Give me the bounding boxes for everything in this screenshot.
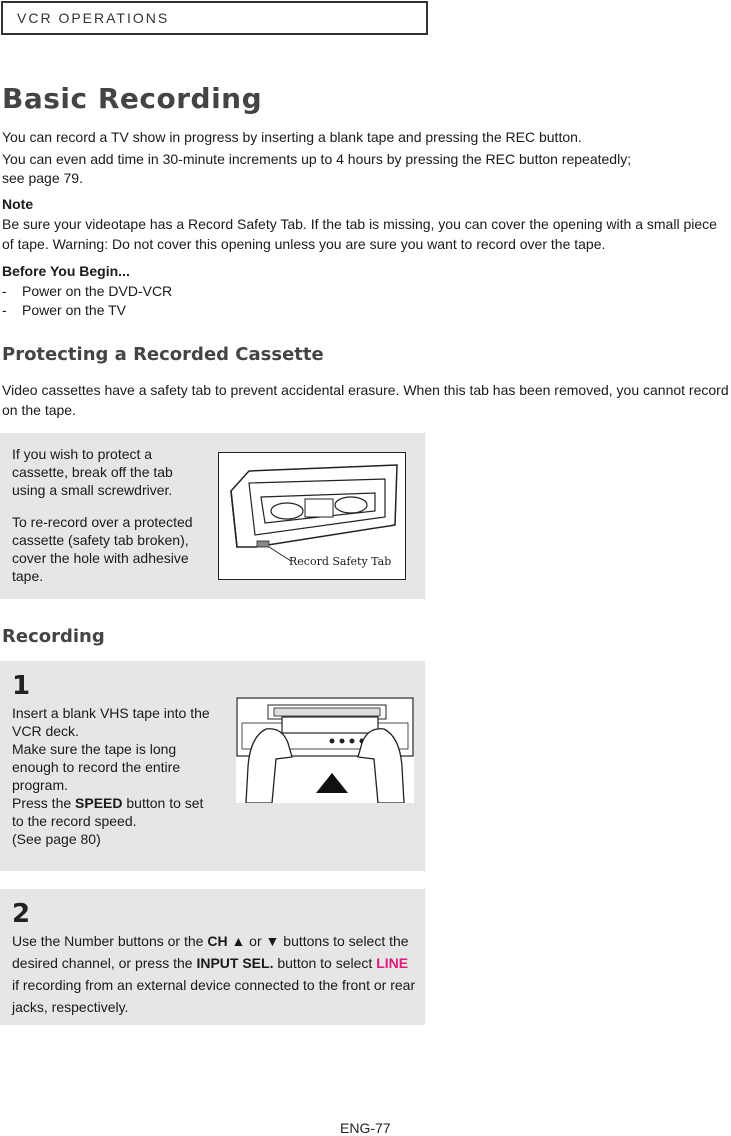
step-1-number: 1 [12,671,31,701]
intro-line-1: You can record a TV show in progress by inserting a blank tape and pressing the REC button. [2,129,582,145]
cassette-illustration [218,452,406,580]
step-2-text-1: Use the Number buttons or the [12,933,208,949]
list-item: - Power on the TV [2,302,127,318]
step-2-text-5: if recording from an external device connected to the front or rear jacks, respectively. [12,977,416,1015]
step-1-line-4: (See page 80) [12,831,101,847]
input-sel-label: INPUT SEL. [196,955,274,971]
step-1-line-2: Make sure the tape is long enough to record the entire program. [12,741,181,793]
intro-line-2: You can even add time in 30-minute increments up to 4 hours by pressing the REC button repeatedly; [2,151,632,167]
ch-up-label: CH ▲ [207,933,246,949]
step-1-panel [0,661,425,871]
protect-instruction-2: To re-record over a protected cassette (safety tab broken), cover the hole with adhesive tape. [12,514,193,584]
page-title: Basic Recording [2,82,263,115]
ch-down-label: ▼ [265,933,280,949]
list-item-text: Power on the DVD-VCR [22,283,173,299]
vcr-insert-illustration [236,697,414,803]
step-1-line-3-suffix: button to set to the record speed. [12,795,204,829]
note-heading: Note [2,196,34,212]
record-safety-tab-label: Record Safety Tab [289,555,392,568]
protect-panel [0,433,425,599]
step-1-line-3-prefix: Press the [12,795,76,811]
note-text: Be sure your videotape has a Record Safety Tab. If the tab is missing, you can cover the opening with a small piece of tape. Warning: Do not cover this opening unless you are sure you want to record over the tape. [2,216,717,252]
recording-heading: Recording [2,626,105,647]
step-2-text-3: buttons to select the desired channel, or press the [12,933,409,971]
step-2-number: 2 [12,899,31,929]
protecting-heading: Protecting a Recorded Cassette [2,344,324,365]
line-label: LINE [376,955,409,971]
hands-inserting-tape-icon [236,697,414,803]
step-2-panel [0,889,425,1025]
page-number: ENG-77 [340,1120,391,1136]
protecting-text: Video cassettes have a safety tab to prevent accidental erasure. When this tab has been removed, you cannot record on the tape. [2,382,729,418]
step-2-text [12,930,417,1018]
protect-instruction-1: If you wish to protect a cassette, break off the tab using a small screwdriver. [12,446,173,498]
step-1-line-3 [12,794,212,830]
speed-button-label: SPEED [75,795,123,811]
section-header [1,1,428,35]
list-item-text: Power on the TV [22,302,127,318]
step-1-text [12,704,212,848]
list-item: - Power on the DVD-VCR [2,283,173,299]
section-label: VCR OPERATIONS [17,10,170,26]
before-list [2,282,172,320]
step-2-text-2: or [245,933,266,949]
step-1-line-1: Insert a blank VHS tape into the VCR deck. [12,705,210,739]
before-heading: Before You Begin... [2,263,130,279]
intro-line-3: see page 79. [2,170,83,186]
step-2-text-4: button to select [273,955,377,971]
